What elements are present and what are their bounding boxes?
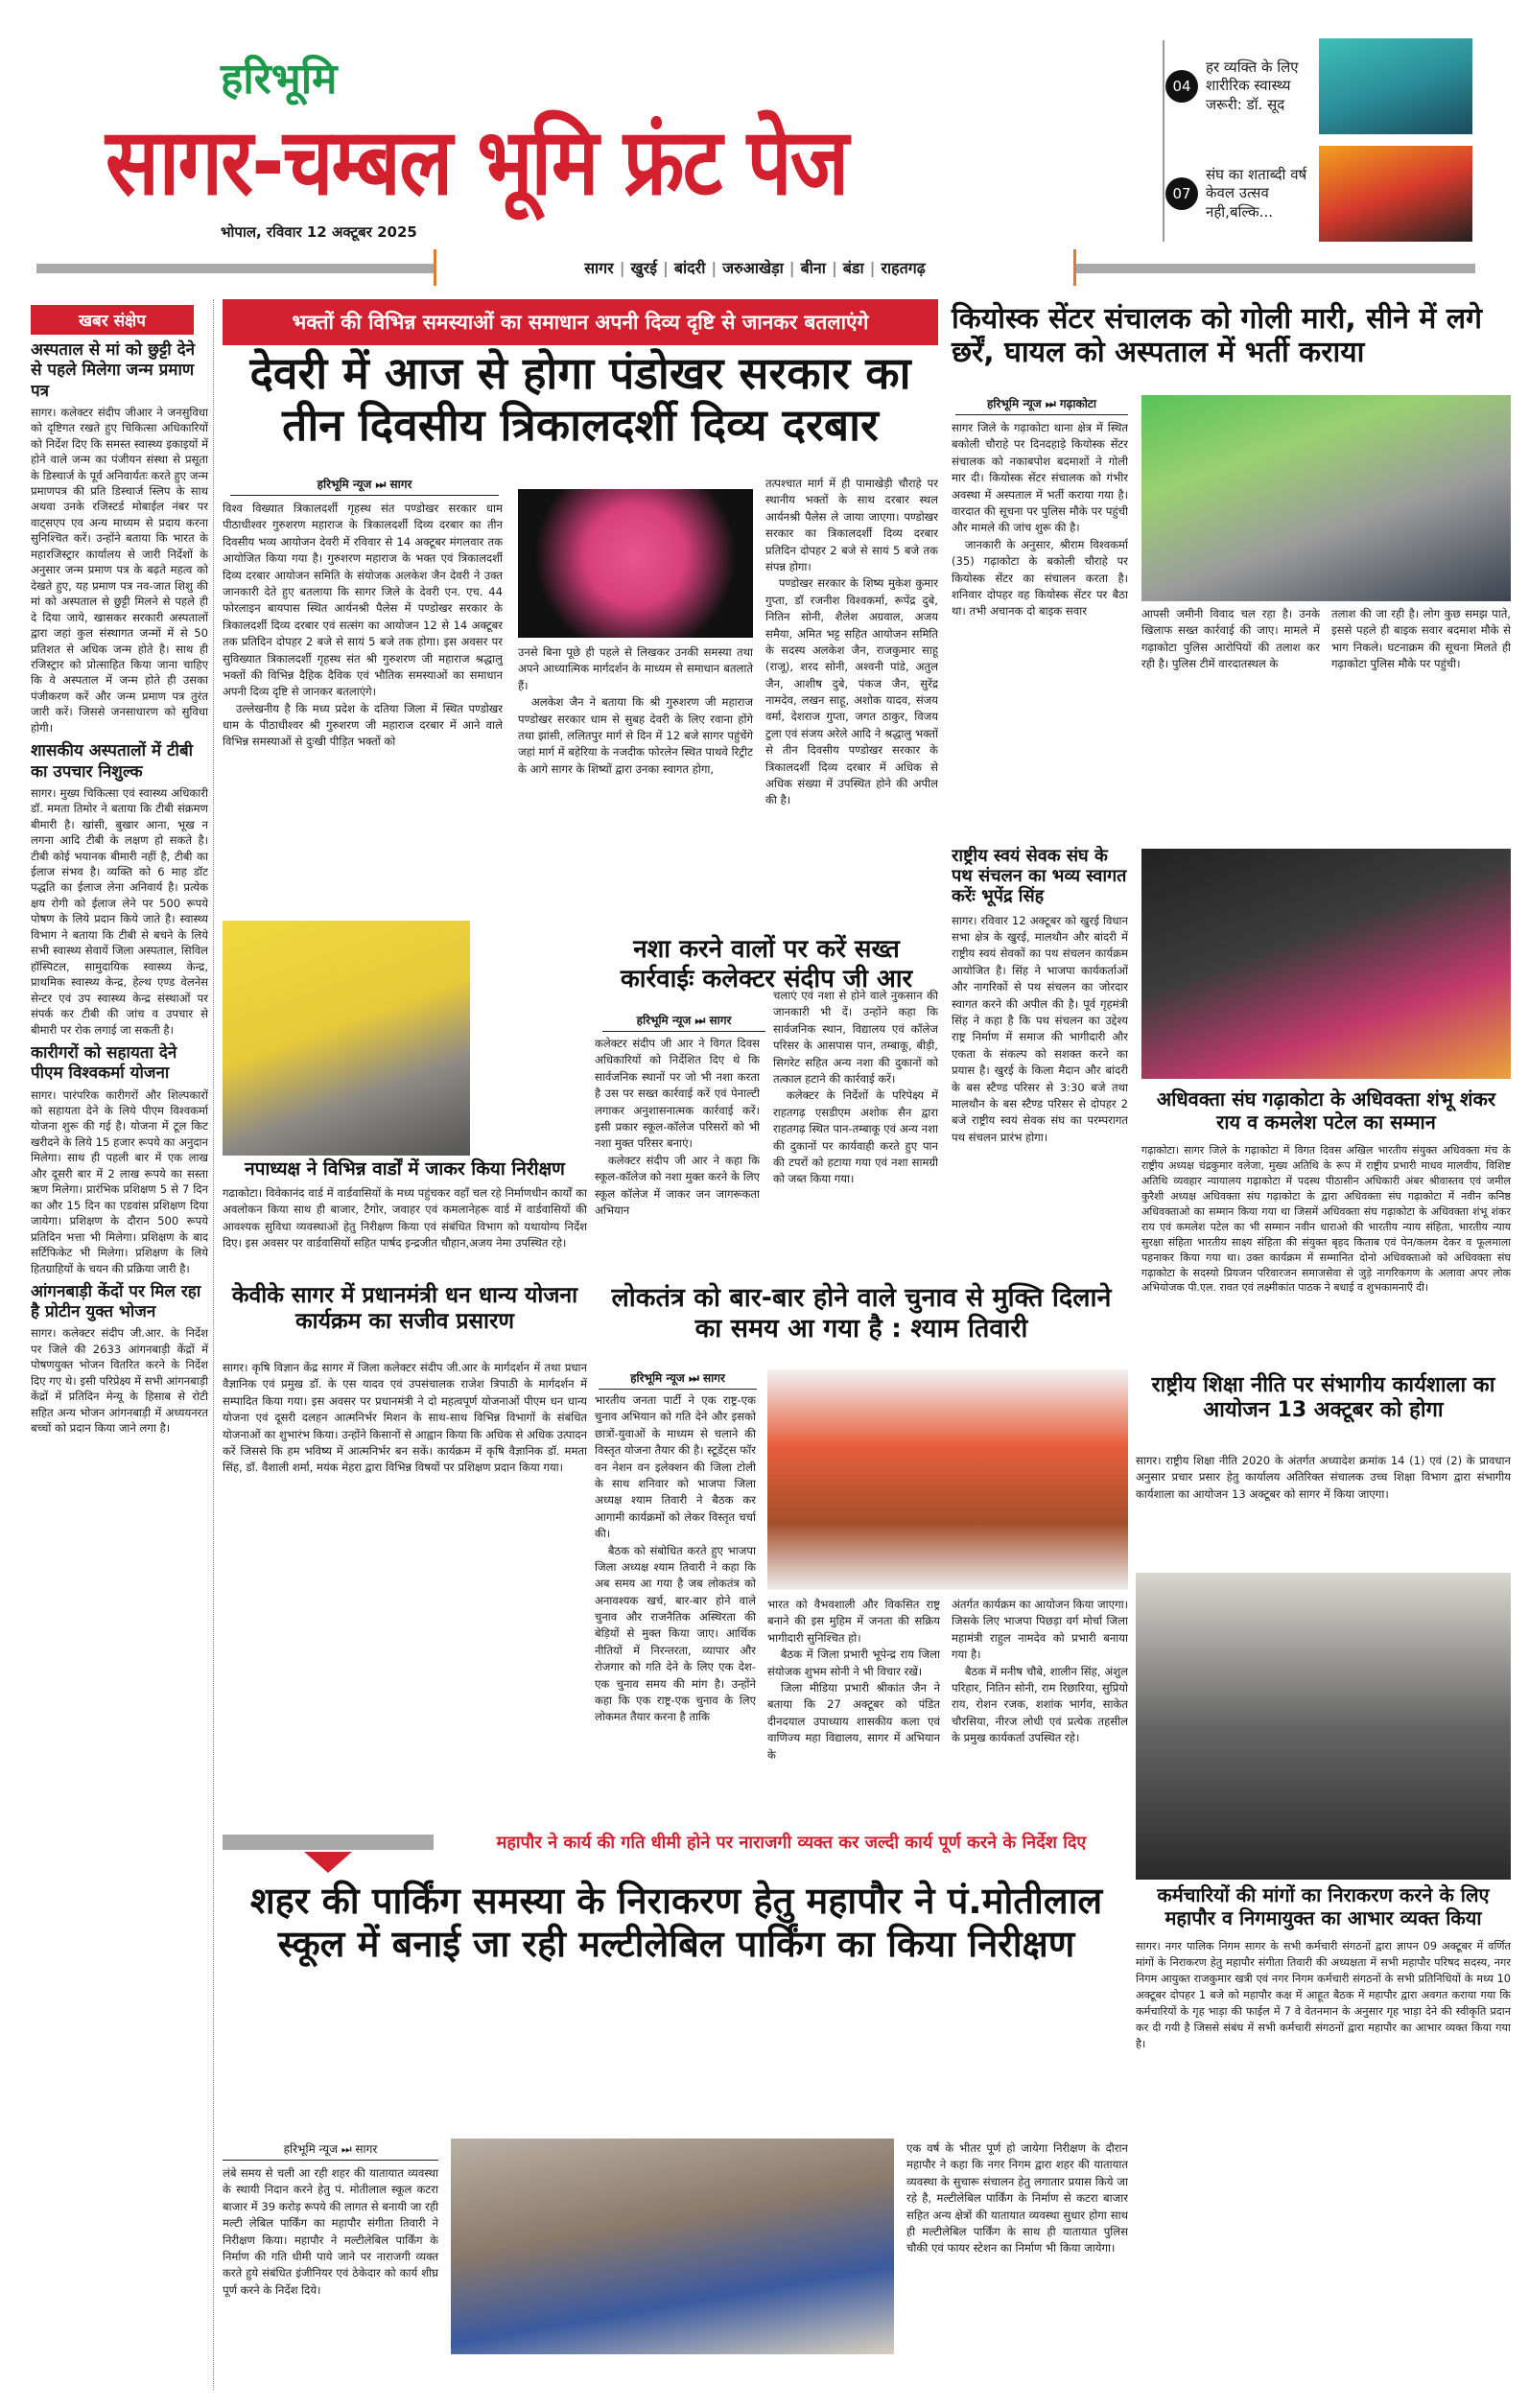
brief-body: सागर। कलेक्टर संदीप जी.आर. के निर्देश पर जिले की 2633 आंगनबाड़ी केंद्रों में पोषणयुक्त भोजन वितरित करने के निर्देश दिए गए थे। इसी परिप्रेक्ष्य में सभी आंगनबाड़ी केंद्रों में प्रतिदिन मेन्यू के हिसाब से रोटी सहित अन्य भोजन आंगनबाड़ी में अध्ययनरत बच्चों को प्रदान किया जाने लगा है।: [31, 1326, 208, 1436]
parking-byline: हरिभूमि न्यूज ⏭ सागर: [223, 2140, 438, 2161]
employees-body: [1136, 1939, 1511, 2390]
paragraph: गढाकोटा। विवेकानंद वार्ड में वार्डवासियों के मध्य पहुंचकर वहाँ चल रहे निर्माणधीन कार्यों का अवलोकन किया साथ ही बाजार, टैगोर, जवाहर एवं कमलानेहरू वार्ड में वार्डवासियों की आवश्यक सुविधा व्यवस्थाओं हेतु निरीक्षण किया एवं संबंधित विभाग को यथायोग्य निर्देश दिए। इस अवसर पर वार्डवासियों सहित पार्षद इन्द्रजीत चौहान,अजय नेमा उपस्थित रहे।: [223, 1186, 587, 1251]
lead-kicker-banner: भक्तों की विभिन्न समस्याओं का समाधान अपनी दिव्य दृष्टि से जानकर बतलाएंगे: [223, 299, 938, 345]
paragraph: अंतर्गत कार्यक्रम का आयोजन किया जाएगा। जिसके लिए भाजपा पिछड़ा वर्ग मोर्चा जिला महामंत्री राहुल नामदेव को प्रभारी बनाया गया है।: [952, 1598, 1128, 1662]
nav-item-bina[interactable]: बीना: [800, 259, 826, 277]
brief-body: सागर। पारंपरिक कारीगरों और शिल्पकारों को सहायता देने के लिये पीएम विश्वकर्मा योजना शुरू की गई है। योजना में टूल किट खरीदने के लिये 15 हजार रूपये का अनुदान मिलेगा। साथ ही पहली बार में एक लाख और दूसरी बार में 2 लाख रूपये का सस्ता ऋण मिलेगा। प्रारंभिक प्रशिक्षण 5 से 7 दिन का और 15 दिन का एडवांस प्रशिक्षण दिया जायेगा। प्रशिक्षण के दौरान 500 रूपये प्रतिदिन भत्ता भी मिलेगा। प्रशिक्षण के बाद सर्टिफिकेट भी मिलेगा। प्रशिक्षण के लिये हितग्राहियों के चयन की प्रक्रिया जारी है।: [31, 1087, 208, 1275]
parking-site-photo: [451, 2139, 894, 2354]
paragraph: जानकारी के अनुसार, श्रीराम विश्वकर्मा (35) गढ़ाकोटा के बकोली चौराहे पर कियोस्क सेंटर का संचालन करता है। शनिवार दोपहर वह कियोस्क सेंटर पर बैठा था। तभी अचानक दो बाइक सवार: [952, 537, 1128, 619]
rss-body: [952, 913, 1128, 1146]
column-divider: [213, 299, 214, 2390]
paragraph: भारतीय जनता पार्टी ने एक राष्ट्र-एक चुनाव अभियान को गति देने और इसको छात्रों-युवाओं के माध्यम से चलाने की विस्तृत योजना तैयार की है। स्टूडेंट्स फॉर वन नेशन वन इलेक्शन की जिला टोली के साथ शनिवार को भाजपा जिला अध्यक्ष श्याम तिवारी ने बैठक कर आगामी कार्यक्रमों को लेकर विस्तृत चर्चा की।: [595, 1393, 756, 1541]
teaser-divider: [1163, 40, 1164, 242]
employees-meeting-photo: [1136, 1573, 1511, 1880]
nav-item-khurai[interactable]: खुरई: [630, 259, 658, 277]
election-column-1: [595, 1392, 756, 1814]
paragraph: कलेक्टर संदीप जी आर ने विगत दिवस अधिकारियों को निर्देशित दिए थे कि सार्वजनिक स्थानों पर जो भी नशा करता है उस पर सख्त कार्रवाई करें एवं पेनाल्टी लगाकर अनुशासनात्मक कार्रवाई करें। इसी प्रकार स्कूल-कॉलेज परिसरों को भी नशा मुक्त परिसर बनाएं।: [595, 1037, 760, 1151]
lead-headline: देवरी में आज से होगा पंडोखर सरकार का तीन दिवसीय त्रिकालदर्शी दिव्य दरबार: [249, 347, 911, 452]
paragraph: कलेक्टर संदीप जी आर ने कहा कि स्कूल-कॉलेज को नशा मुक्त करने के लिए स्कूल कॉलेज में जाकर जन जागरूकता अभियान: [595, 1153, 760, 1217]
paragraph: उल्लेखनीय है कि मध्य प्रदेश के दतिया जिला में स्थित पण्डोखर धाम के पीठाधीश्वर श्री गुरुशरण जी महाराज दरबार में आने वाले विभिन्न समस्याओं से दुःखी पीड़ित भक्तों को: [223, 701, 503, 749]
teaser-text: संघ का शताब्दी वर्ष केवल उत्सव नही,बल्कि...: [1206, 165, 1307, 221]
paragraph: पण्डोखर सरकार के शिष्य मुकेश कुमार गुप्ता, डॉ रजनीश विश्वकर्मा, रूपेंद्र दुबे, नितिन सोनी, शैलेश अग्रवाल, अजय समैया, अमित भट्ट सहित आयोजन समिति के सदस्य अलकेश जैन, राजकुमार साहू (राजू), शरद सोनी, अश्वनी पांडे, अतुल जैन, आशीष दुबे, पंकज जैन, सुरेंद्र नामदेव, लखन साहू, अशोक यादव, संजय वर्मा, देशराज गुप्ता, जगत ठाकुर, विजय टुला एवं संजय अरेले आदि ने श्रद्धालु भक्तों से तीन दिवसीय पण्डोखर सरकार के त्रिकालदर्शी दिव्य दरबार में अधिक से अधिक संख्या में उपस्थित होने की अपील की है।: [765, 576, 938, 807]
rss-article: [952, 846, 1128, 1268]
kicker-rule: [223, 1835, 434, 1850]
paragraph: सागर। नगर पालिक निगम सागर के सभी कर्मचारी संगठनों द्वारा ज्ञापन 09 अक्टूबर में वर्णित मांगों के निराकरण हेतु महापौर संगीता तिवारी की अध्यक्षता में सभी महापौर परिषद सदस्य, नगर निगम आयुक्त राजकुमार खत्री एवं नगर निगम कर्मचारी संगठनों के सभी प्रतिनिधियों के मध्य 10 अक्टूबर दोपहर 1 बजे को महापौर कक्ष में आहूत बैठक में महापौर द्वारा अवगत कराया गया कि कर्मचारियों के गृह भाड़ा की फाईल में 7 वे वेतनमान के अनुसार गृह भाड़ा देने की स्वीकृति प्रदान कर दी गयी है जिससे संबंध में सभी कर्मचारी संगठनों द्वारा महापौर का आभार व्यक्त किया गया है।: [1136, 1940, 1511, 2050]
nav-item-rahatgarh[interactable]: राहतगढ़: [881, 259, 926, 277]
kiosk-headline: कियोस्क सेंटर संचालक को गोली मारी, सीने में लगे छर्रें, घायल को अस्पताल में भर्ती कराया: [952, 302, 1482, 370]
nav-item-sagar[interactable]: सागर: [584, 259, 614, 277]
lead-column-1: [223, 501, 503, 865]
election-meeting-photo: [767, 1369, 1128, 1590]
kiosk-byline: हरिभूमि न्यूज ⏭ गढ़ाकोटा: [955, 395, 1128, 415]
paragraph: उनसे बिना पूछे ही पहले से लिखकर उनकी समस्या तथा अपने आध्यात्मिक मार्गदर्शन के माध्यम से समाधान बतलाते हैं।: [518, 645, 753, 692]
city-nav: सागर | खुरई | बांदरी | जरुआखेड़ा | बीना | बंडा | राहतगढ़: [434, 249, 1076, 286]
election-headline: लोकतंत्र को बार-बार होने वाले चुनाव से मुक्ति दिलाने का समय आ गया है : श्याम तिवारी: [611, 1283, 1112, 1344]
kvk-headline: केवीके सागर में प्रधानमंत्री धन धान्य योजना कार्यक्रम का सजीव प्रसारण: [231, 1283, 578, 1335]
page-number-badge: 07: [1165, 177, 1198, 210]
kiosk-photo: [1141, 395, 1511, 601]
advocates-photo: [1141, 849, 1511, 1079]
lead-photo: [518, 489, 753, 638]
advocates-headline: अधिवक्ता संघ गढ़ाकोटा के अधिवक्ता शंभू शंकर राय व कमलेश पटेल का सम्मान: [1156, 1087, 1496, 1134]
parking-kicker-text: महापौर ने कार्य की गति धीमी होने पर नाराजगी व्यक्त कर जल्दी कार्य पूर्ण करने के निर्देश दिए: [496, 1833, 1087, 1853]
education-workshop-body: [1136, 1453, 1511, 1563]
edition-date: भोपाल, रविवार 12 अक्टूबर 2025: [221, 223, 417, 241]
brief-body: सागर। मुख्य चिकित्सा एवं स्वास्थ्य अधिकारी डॉ. ममता तिमोर ने बताया कि टीबी संक्रमण बीमारी है। खांसी, बुखार आना, भूख न लगना आदि टीबी के लक्षण हो सकते है। टीबी कोई भयानक बीमारी नहीं है, टीबी का ईलाज संभव है। व्यक्ति को 6 माह डॉट पद्धति का ईलाज लेना अनिवार्य है। प्रत्येक क्षय रोगी को ईलाज लेने पर 500 रूपये पोषण के लिये प्रदान किये जाते है। स्वास्थ्य विभाग ने बताया कि टीबी से बचने के लिये सभी स्वास्थ्य सेवायें जिला अस्पताल, सिविल हॉस्पिटल, सामुदायिक स्वास्थ्य केन्द्र, प्राथमिक स्वास्थ्य केन्द्र, हेल्थ एण्ड वेलनेस सेन्टर एवं उप स्वास्थ्य केन्द्र संस्थाओं पर संपर्क कर टीबी की जांच व उपचार से बीमारी पर रोक लगाई जा सकती है।: [31, 785, 208, 1037]
parking-kicker: [223, 1827, 1130, 1871]
paragraph: सागर। रविवार 12 अक्टूबर को खुरई विधान सभा क्षेत्र के खुरई, मालथौन और बांदरी में राष्ट्रीय स्वयं सेवकों का पथ संचलन कार्यक्रम आयोजित है। सिंह ने भाजपा कार्यकर्ताओं और नागरिकों से पथ संचलन का जोरदार स्वागत करने की अपील की है। पूर्व गृहमंत्री सिंह ने कहा है कि पथ संचलन का उद्देश्य राष्ट्र निर्माण में समाज की भागीदारी और एकता के संकल्प को सशक्त करने का प्रयास है। खुरई के किला मैदान और बांदरी के बस स्टैण्ड परिसर से 3:30 बजे तथा मालथौन के बस स्टैण्ड परिसर से दोपहर 2 बजे राष्ट्रीय स्वयं सेवक संघ का परम्परागत पथ संचलन प्रारंभ होगा।: [952, 913, 1128, 1144]
teaser-page-04[interactable]: [1165, 38, 1501, 134]
lead-column-3: [765, 476, 938, 865]
advocates-body: [1141, 1143, 1511, 1364]
parking-column-1: [223, 2165, 438, 2391]
brief-headline: शासकीय अस्पतालों में टीबी का उपचार निशुल्क: [31, 741, 194, 782]
chevron-down-icon: [304, 1852, 352, 1873]
page-number-badge: 04: [1165, 70, 1198, 103]
brief-headline: कारीगरों को सहायता देने पीएम विश्वकर्मा योजना: [31, 1043, 177, 1084]
drug-action-column-1: [595, 1036, 760, 1271]
teaser-text: हर व्यक्ति के लिए शारीरिक स्वास्थ्य जरूरी: डॉ. सूद: [1206, 58, 1299, 113]
nav-item-jaruakheda[interactable]: जरुआखेड़ा: [722, 259, 784, 277]
paragraph: लंबे समय से चली आ रही शहर की यातायात व्यवस्था के स्थायी निदान करने हेतु पं. मोतीलाल स्कूल कटरा बाजार में 39 करोड़ रूपये की लागत से बनायी जा रही मल्टी लेबिल पार्किंग का महापौर संगीता तिवारी ने निरीक्षण किया। महापौर ने मल्टीलेबिल पार्किंग के निर्माण की गति धीमी पाये जाने पर नाराजगी व्यक्त करते हुये संबंधित इंजीनियर एवं ठेकेदार को कार्य शीघ्र पूर्ण करने के निर्देश दिये।: [223, 2166, 438, 2297]
nav-item-bandri[interactable]: बांदरी: [673, 259, 706, 277]
lead-byline: हरिभूमि न्यूज ⏭ सागर: [230, 476, 499, 496]
drug-action-byline: हरिभूमि न्यूज ⏭ सागर: [602, 1012, 765, 1032]
kiosk-column-1: [952, 420, 1128, 834]
election-column-2: [767, 1597, 940, 1814]
employees-headline: कर्मचारियों की मांगों का निराकरण करने के लिए महापौर व निगमायुक्त का आभार व्यक्त किया: [1157, 1883, 1490, 1929]
rss-headline: राष्ट्रीय स्वयं सेवक संघ के पथ संचलन का भव्य स्वागत करेंः भूपेंद्र सिंह: [952, 846, 1127, 907]
brief-headline: अस्पताल से मां को छुट्टी देने से पहले मिलेगा जन्म प्रमाण पत्र: [31, 340, 196, 401]
kiosk-column-2: [1141, 606, 1320, 834]
paragraph: विश्व विख्यात त्रिकालदर्शी गृहस्थ संत पण्डोखर सरकार धाम पीठाधीश्वर गुरुशरण महाराज के त्रिकालदर्शी दिव्य दरबार का तीन दिवसीय भव्य आयोजन देवरी में रविवार से 14 अक्टूबर मंगलवार तक आयोजित किया गया है। गुरुशरण महाराज के भक्त एवं त्रिकालदर्शी दिव्य दरबार आयोजन समिति के संयोजक अलकेश जैन देवरी ने उक्त जानकारी देते हुए बतलाया कि सागर जिले के देवरी एन. एच. 44 फोरलाइन बायपास स्थित आर्यनश्री पैलेस में पण्डोखर सरकार के त्रिकालदर्शी दिव्य दरबार एवं सत्संग का आयोजन 12 से 14 अक्टूबर तक प्रतिदिन दोपहर 2 बजे से सायं 5 बजे तक होगा। इस अवसर पर सुविख्यात त्रिकालदर्शी गृहस्थ संत श्री गुरुशरण जी महाराज श्रद्धालु भक्तों की विभिन्न दैहिक दैविक एवं भौतिक समस्याओं का समाधान अपनी दिव्य दृष्टि से जानकर बतलाएंगे।: [223, 502, 503, 699]
section-label: खबर संक्षेप: [31, 305, 194, 335]
ward-inspection-photo: [223, 921, 470, 1156]
parking-headline: शहर की पार्किंग समस्या के निराकरण हेतु महापौर ने पं.मोतीलाल स्कूल में बनाई जा रही मल्टीलेबिल पार्किंग का किया निरीक्षण: [249, 1880, 1103, 1965]
brief-headline: आंगनबाड़ी केंदों पर मिल रहा है प्रोटीन युक्त भोजन: [31, 1281, 201, 1322]
kvk-body: [223, 1360, 587, 1811]
paragraph: अलकेश जैन ने बताया कि श्री गुरुशरण जी महाराज पण्डोखर सरकार धाम से सुबह देवरी के लिए रवाना होंगे तथा झांसी, ललितपुर मार्ग से दिन में 12 बजे सागर पहुंचेंगे जहां मार्ग में बहेरिया के नजदीक फोरलेन स्थित पाथवे रिट्रीट के आगे सागर के शिष्यों द्वारा उनका स्वागत होगा,: [518, 695, 753, 776]
teaser-photo: [1319, 38, 1472, 134]
paragraph: भारत को वैभवशाली और विकसित राष्ट्र बनाने की इस मुहिम में जनता की सक्रिय भागीदारी सुनिश्चित हो।: [767, 1598, 940, 1645]
education-workshop-headline: राष्ट्रीय शिक्षा नीति पर संभागीय कार्यशाला का आयोजन 13 अक्टूबर को होगा: [1151, 1373, 1495, 1422]
paragraph: सागर। कृषि विज्ञान केंद्र सागर में जिला कलेक्टर संदीप जी.आर के मार्गदर्शन में तथा प्रधान वैज्ञानिक एवं प्रमुख डॉ. के एस यादव एवं उपसंचालक राजेश त्रिपाठी के मार्गदर्शन में सम्पादित किया गया। इस अवसर पर प्रधानमंत्री ने दो महत्वपूर्ण योजनाओं पीएम धन धान्य योजना एवं दूसरी दलहन आत्मनिर्भर मिशन के साथ-साथ विभिन्न विभागों के संबंधित योजनाओं का शुभारंभ किया। उन्होंने किसानों से आह्वान किया कि अधिक से अधिक उत्पादन करें जिससे कि हम भविष्य में आत्मनिर्भर बन सकें। कार्यक्रम में कृषि वैज्ञानिक डॉ. ममता सिंह, डॉ. वैशाली शर्मा, मयंक मेहरा द्वारा विभिन्न विषयों पर प्रशिक्षण प्रदान किया गया।: [223, 1361, 587, 1475]
paragraph: बैठक में मनीष चौबे, शालीन सिंह, अंशुल परिहार, नितिन सोनी, राम रिछारिया, सुप्रियो राय, रोशन रजक, शशांक भार्गव, साकेत चौरसिया, नीरज लोधी एवं प्रत्येक तहसील के प्रमुख कार्यकर्ता उपस्थित रहे।: [952, 1664, 1128, 1745]
teaser-photo: [1319, 146, 1472, 242]
lead-column-2: [518, 644, 753, 865]
drug-action-headline: नशा करने वालों पर करें सख्त कार्रवाईः कलेक्टर संदीप जी आर: [620, 935, 913, 994]
paragraph: आपसी जमीनी विवाद चल रहा है। उनके खिलाफ सख्त कार्रवाई की जाए। मामले में गढ़ाकोटा पुलिस आरोपियों की तलाश कर रही है। पुलिस टीमें वारदातस्थल के: [1141, 607, 1320, 671]
kiosk-column-3: [1331, 606, 1511, 834]
news-brief-column: [31, 305, 208, 2386]
election-byline: हरिभूमि न्यूज ⏭ सागर: [599, 1369, 757, 1390]
drug-action-column-2: [773, 988, 938, 1271]
paragraph: तलाश की जा रही है। लोग कुछ समझ पाते, इससे पहले ही बाइक सवार बदमाश मौके से भाग निकले। घटनाक्रम की सूचना मिलते ही गढ़ाकोटा पुलिस मौके पर पहुंची।: [1331, 607, 1511, 671]
paragraph: जिला मीडिया प्रभारी श्रीकांत जैन ने बताया कि 27 अक्टूबर को पंडित दीनदयाल उपाध्याय शासकीय कला एवं वाणिज्य महा विद्यालय, सागर में अभियान के: [767, 1680, 940, 1762]
teaser-page-07[interactable]: [1165, 146, 1501, 242]
paragraph: बैठक में जिला प्रभारी भूपेन्द्र राय जिला संयोजक शुभम सोनी ने भी विचार रखें।: [767, 1648, 940, 1678]
paragraph: बैठक को संबोधित करते हुए भाजपा जिला अध्यक्ष श्याम तिवारी ने कहा कि अब समय आ गया है जब लोकतंत्र को अनावश्यक खर्च, बार-बार होने वाले चुनाव और राजनैतिक अस्थिरता की बेड़ियों से मुक्त किया जाए। आर्थिक नीतियों में निरन्तरता, व्यापार और रोजगार को गति देने के लिए एक देश-एक चुनाव समय की मांग है। उन्होंने कहा कि एक राष्ट्र-एक चुनाव के लिए लोकमत तैयार करना है ताकि: [595, 1543, 756, 1724]
masthead-title: सागर-चम्बल भूमि फ्रंट पेज: [106, 108, 848, 216]
paragraph: एक वर्ष के भीतर पूर्ण हो जायेगा निरीक्षण के दौरान महापौर ने कहा कि नगर निगम द्वारा शहर की यातायात व्यवस्था के सुचारू संचालन हेतु लगातार प्रयास किये जा रहे है, मल्टीलेबिल पार्किंग के निर्माण से कटरा बाजार सहित अन्य क्षेत्रों की यातायात व्यवस्था सुधार होगा साथ ही मल्टीलेबिल पार्किंग के साथ ही यातायात पुलिस चौकी एवं फायर स्टेशन का निर्माण भी किया जायेगा।: [906, 2141, 1128, 2256]
paragraph: गढ़ाकोटा। सागर जिले के गढ़ाकोटा में विगत दिवस अखिल भारतीय संयुक्त अधिवक्ता मंच के राष्ट्रीय अध्यक्ष चंद्रकुमार वलेजा, मुख्य अतिथि के रूप में राष्ट्रीय प्रभारी माधव मालवीय, विशिष्ट अतिथि व्यवहार न्यायालय गढ़ाकोटा में पदस्थ पीठासीन अधिकारी अंबर श्रीवास्तव एवं जमील कुरैशी अध्यक्ष अधिवक्ता संघ गढ़ाकोटा के द्वारा अधिवक्ता संघ गढ़ाकोटा में नवीन कनिष्ठ अधिवक्ताओ का सम्मान किया गया था जिसमें अधिवक्ता संघ गढ़ाकोटा के अधिवक्ता शंभू शंकर राय एवं कमलेश पटेल का भी सम्मान नवीन धाराओ की भारतीय न्याय संहिता, भारतीय न्याय सुरक्षा संहिता भारतीय साक्ष्य संहिता की संयुक्त बृहद किताब एवं पेन/कलम देकर व फूलमाला पहनाकर किया गया था। उक्त कार्यक्रम में सम्मानित दोनो अधिवक्ताओ को अधिवक्ता संघ गढ़ाकोटा के सदस्यो प्रियजन परिवारजन समाजसेवा से जुड़े नागरिकगण के अलावा अपर लोक अभियोजक पी.एल. रावत एवं लक्ष्मीकांत पाठक ने बधाई व शुभकामनाएँ दी।: [1141, 1144, 1511, 1295]
paragraph: सागर जिले के गढ़ाकोटा थाना क्षेत्र में स्थित बकोली चौराहे पर दिनदहाड़े कियोस्क सेंटर संचालक को नकाबपोश बदमाशों ने गोली मार दी। कियोस्क सेंटर संचालक को गंभीर अवस्था में अस्पताल में भर्ती कराया गया है। वारदात की सूचना पर पुलिस मौके पर पहुंची और मामले की जांच शुरू की है।: [952, 421, 1128, 535]
election-column-3: [952, 1597, 1128, 1814]
paragraph: सागर। राष्ट्रीय शिक्षा नीति 2020 के अंतर्गत अध्यादेश क्रमांक 14 (1) एवं (2) के प्रावधान अनुसार प्रचार प्रसार हेतु कार्यालय अतिरिक्त संचालक उच्च शिक्षा विभाग द्वारा संभागीय कार्यशाला का आयोजन 13 अक्टूबर को सागर में किया जाएगा।: [1136, 1454, 1511, 1501]
paragraph: कलेक्टर के निर्देशों के परिपेक्ष्य में राहतगढ़ एसडीएम अशोक सैन द्वारा राहतगढ़ स्थित पान-तम्बाकू एवं अन्य नशा की दुकानों पर कार्यवाही करते हुए पान की टपरों को हटाया गया एवं नशा सामग्री को जब्त किया गया।: [773, 1088, 938, 1186]
paragraph: तत्पश्चात मार्ग में ही पामाखेड़ी चौराहे पर स्थानीय भक्तों के साथ दरबार स्थल आर्यनश्री पैलेस ले जाया जाएगा। पण्डोखर सरकार का त्रिकालदर्शी दिव्य दरबार प्रतिदिन दोपहर 2 बजे से सायं 5 बजे तक संपन्न होगा।: [765, 477, 938, 573]
ward-inspection-headline: नपाध्यक्ष ने विभिन्न वार्डों में जाकर किया निरीक्षण: [245, 1158, 565, 1180]
parking-column-3: [906, 2140, 1128, 2390]
ward-inspection-body: [223, 1185, 587, 1272]
nav-item-banda[interactable]: बंडा: [842, 259, 864, 277]
brief-body: सागर। कलेक्टर संदीप जीआर ने जनसुविधा को दृष्टिगत रखते हुए चिकित्सा अधिकारियों को निर्देश दिए कि समस्त स्वास्थ्य इकाइयों में होने वाले जन्म का पंजीयन संस्था से प्रसूता के डिस्चार्ज के पूर्व अनिवार्यतः करते हुए जन्म प्रमाणपत्र की प्रति डिस्चार्ज स्लिप के साथ अथवा उनके रजिस्टर्ड मोबाईल नंबर पर वाट्सएप एव अन्य माध्यम से प्रदाय करना सुनिश्चित करें। उन्होंने बताया कि भारत के महारजिस्ट्रार कार्यालय से जारी निर्देशों के अनुसार जन्म प्रमाण पत्र के बढ़ते महत्व को देखते हुए, यह प्रमाण पत्र नव-जात शिशु की मां को अस्पताल से छुट्टी मिलने से पहले ही दे दिया जाये, खासकर सरकारी अस्पतालों द्वारा जहां कुल संस्थागत जन्मों में से 50 प्रतिशत से अधिक जन्म होते है। साथ ही रजिस्ट्रार को प्रोत्साहित किया जाना चाहिए कि वे अस्पताल में जन्म होते ही उसका पंजीकरण करें और जन्म प्रमाण पत्र तुरंत जारी करें। जिससे जनसाधारण को सुविधा होगी।: [31, 405, 208, 735]
newspaper-logo: हरिभूमि: [221, 55, 338, 104]
paragraph: चलाएं एवं नशा से होने वाले नुकसान की जानकारी भी दें। उन्होंने कहा कि सार्वजनिक स्थान, विद्यालय एवं कॉलेज परिसर के आसपास पान, तम्बाकू, बीड़ी, सिगरेट सहित अन्य नशा की दुकानों को तत्काल हटाने की कार्रवाई करें।: [773, 989, 938, 1086]
